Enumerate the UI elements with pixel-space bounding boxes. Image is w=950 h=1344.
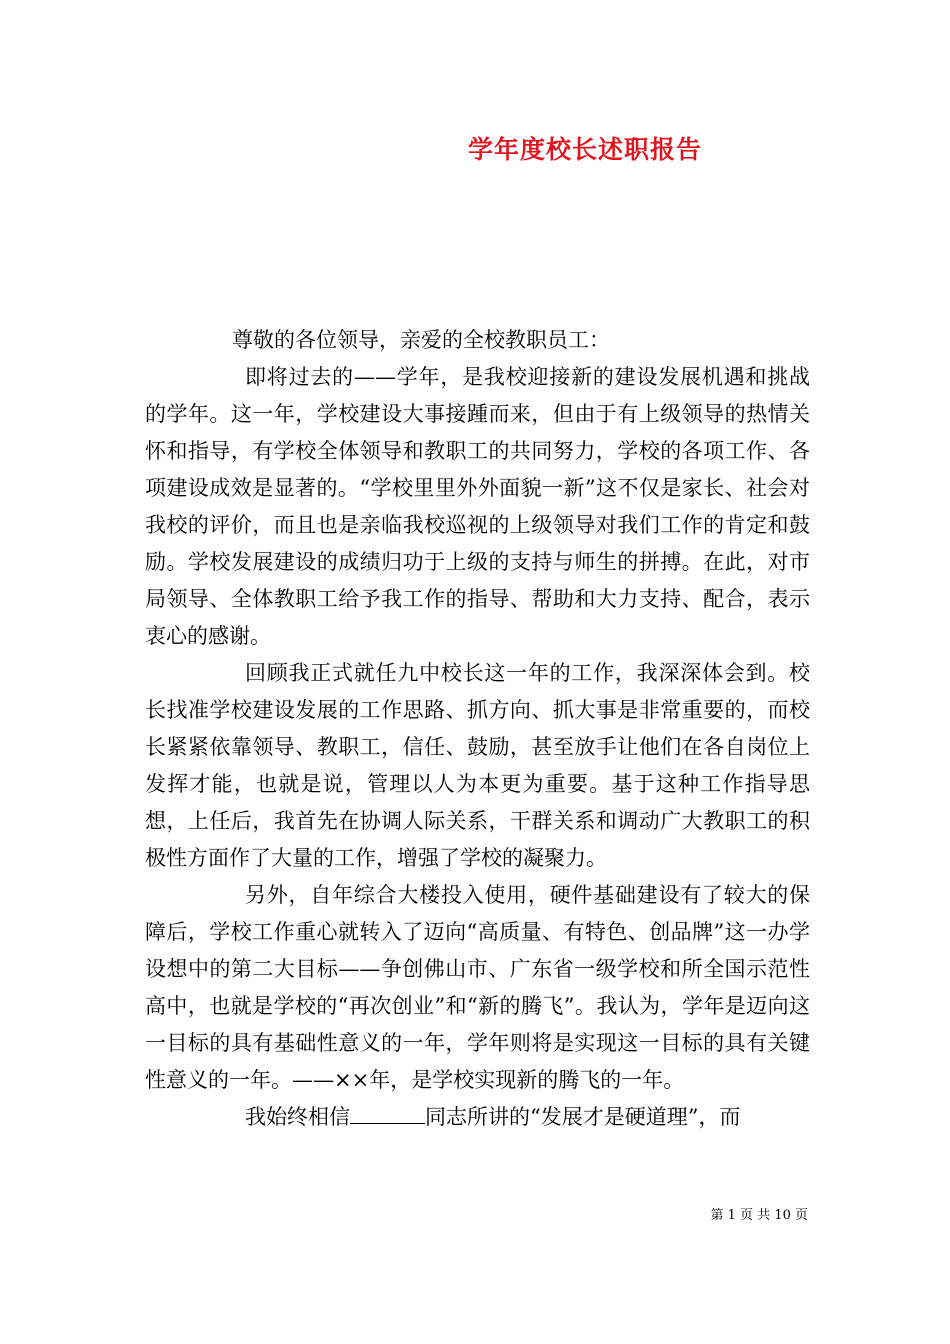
page-number-footer: 第 1 页 共 10 页 <box>710 1208 808 1223</box>
paragraph-4-end: 同志所讲的“发展才是硬道理”，而 <box>425 1105 741 1129</box>
paragraph-4-start: 我始终相信 <box>245 1105 350 1129</box>
paragraph-3: 另外，自年综合大楼投入使用，硬件基础建设有了较大的保障后，学校工作重心就转入了迈向“高质量、有特色、创品牌”这一办学设想中的第二大目标——争创佛山市、广东省一级学校和所全国示范性高中，也就是学校的“再次创业”和“新的腾飞”。我认为，学年是迈向这一目标的具有基础性意义的一年，学年则将是实现这一目标的具有关键性意义的一年。——××年，是学校实现新的腾飞的一年。 <box>145 883 810 1092</box>
greeting-line: 尊敬的各位领导，亲爱的全校教职员工： <box>232 328 610 352</box>
document-body <box>145 322 810 1136</box>
fill-in-blank <box>350 1103 425 1124</box>
paragraph-4 <box>145 1099 810 1136</box>
document-title: 学年度校长述职报告 <box>468 135 703 164</box>
paragraph-1: 即将过去的——学年，是我校迎接新的建设发展机遇和挑战的学年。这一年，学校建设大事接踵而来，但由于有上级领导的热情关怀和指导，有学校全体领导和教职工的共同努力，学校的各项工作、各项建设成效是显著的。“学校里里外外面貌一新”这不仅是家长、社会对我校的评价，而且也是亲临我校巡视的上级领导对我们工作的肯定和鼓励。学校发展建设的成绩归功于上级的支持与师生的拼搏。在此，对市局领导、全体教职工给予我工作的指导、帮助和大力支持、配合，表示衷心的感谢。 <box>145 365 810 648</box>
paragraph-2: 回顾我正式就任九中校长这一年的工作，我深深体会到。校长找准学校建设发展的工作思路、抓方向、抓大事是非常重要的，而校长紧紧依靠领导、教职工，信任、鼓励，甚至放手让他们在各自岗位上发挥才能，也就是说，管理以人为本更为重要。基于这种工作指导思想，上任后，我首先在协调人际关系，干群关系和调动广大教职工的积极性方面作了大量的工作，增强了学校的凝聚力。 <box>145 661 810 870</box>
